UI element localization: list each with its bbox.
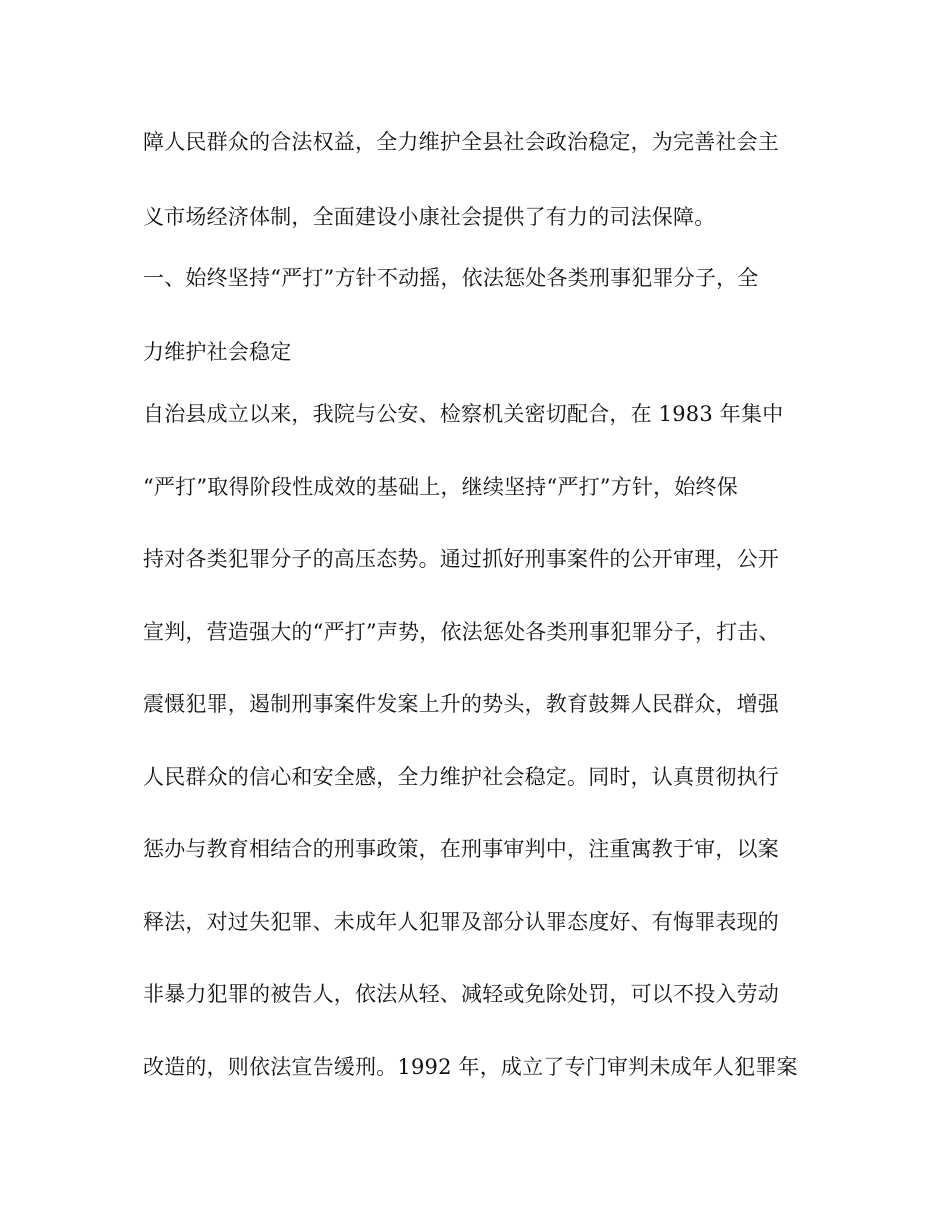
text-line: 义市场经济体制，全面建设小康社会提供了有力的司法保障。 [143, 205, 716, 229]
text-line: 障人民群众的合法权益，全力维护全县社会政治稳定，为完善社会主 [143, 130, 779, 154]
text-line: 非暴力犯罪的被告人，依法从轻、减轻或免除处罚，可以不投入劳动 [143, 982, 779, 1006]
text-line: 宣判，营造强大的“严打”声势，依法惩处各类刑事犯罪分子，打击、 [143, 620, 780, 644]
text-line: 释法，对过失犯罪、未成年人犯罪及部分认罪态度好、有悔罪表现的 [143, 910, 779, 934]
text-line: 人民群众的信心和安全感，全力维护社会稳定。同时，认真贯彻执行 [143, 765, 779, 789]
text-line: 惩办与教育相结合的刑事政策，在刑事审判中，注重寓教于审，以案 [143, 837, 779, 861]
text-line: 改造的，则依法宣告缓刑。1992 年，成立了专门审判未成年人犯罪案 [143, 1055, 798, 1079]
text-line: 自治县成立以来，我院与公安、检察机关密切配合，在 1983 年集中 [143, 402, 784, 426]
text-line: “严打”取得阶段性成效的基础上，继续坚持“严打”方针，始终保 [143, 475, 738, 499]
section-heading-line: 力维护社会稳定 [143, 340, 292, 364]
text-line: 持对各类犯罪分子的高压态势。通过抓好刑事案件的公开审理，公开 [143, 547, 779, 571]
section-heading-line: 一、始终坚持“严打”方针不动摇，依法惩处各类刑事犯罪分子，全 [143, 266, 759, 290]
text-line: 震慑犯罪，遏制刑事案件发案上升的势头，教育鼓舞人民群众，增强 [143, 692, 779, 716]
